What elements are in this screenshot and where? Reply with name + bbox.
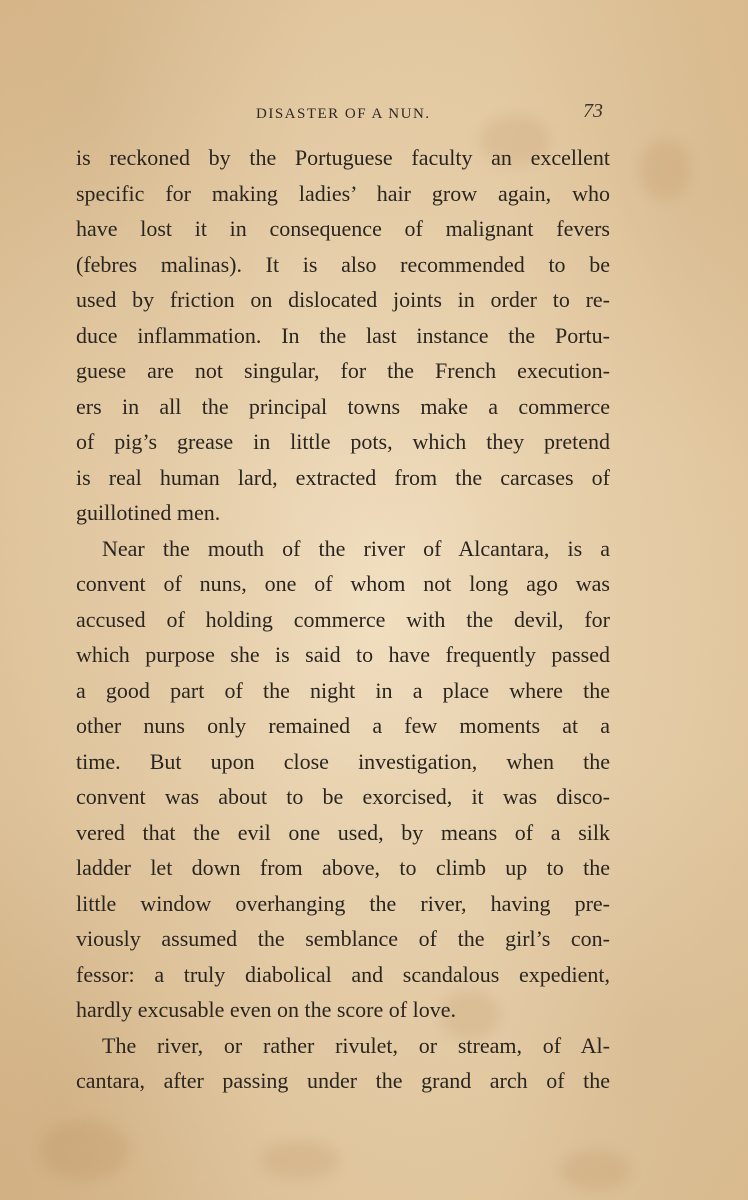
text-line: specific for making ladies’ hair grow again, who xyxy=(76,180,610,206)
text-line: ers in all the principal towns make a commerce xyxy=(76,393,610,419)
running-head-title: DISASTER OF A NUN. xyxy=(256,106,431,122)
text-line: other nuns only remained a few moments at a xyxy=(76,713,610,738)
text-line: guese are not singular, for the French execution- xyxy=(76,358,610,383)
paper-stain xyxy=(560,1150,630,1190)
text-line: is reckoned by the Portuguese faculty an excellent xyxy=(76,145,610,170)
running-head xyxy=(0,100,748,130)
paragraph-start-line: The river, or rather rivulet, or stream, of Al- xyxy=(102,1032,610,1058)
paragraph-end-line: hardly excusable even on the score of love. xyxy=(76,997,456,1022)
text-line: fessor: a truly diabolical and scandalous expedient, xyxy=(76,961,610,987)
text-line: is real human lard, extracted from the carcases of xyxy=(76,464,610,490)
text-line: have lost it in consequence of malignant fevers xyxy=(76,216,610,241)
text-line: a good part of the night in a place where the xyxy=(76,677,610,703)
page-number: 73 xyxy=(583,100,603,122)
text-line: ladder let down from above, to climb up to the xyxy=(76,855,610,880)
paper-stain xyxy=(260,1140,340,1180)
body-text xyxy=(76,140,610,1099)
paragraph-start-line: Near the mouth of the river of Alcantara, is a xyxy=(102,535,610,561)
text-line: duce inflammation. In the last instance the Portu- xyxy=(76,322,610,348)
text-line: vered that the evil one used, by means of a silk xyxy=(76,819,610,845)
paragraph-end-line: guillotined men. xyxy=(76,500,221,525)
text-line: viously assumed the semblance of the girl’s con- xyxy=(76,926,610,951)
text-line: which purpose she is said to have frequently passed xyxy=(76,642,610,667)
text-line: (febres malinas). It is also recommended to be xyxy=(76,251,610,277)
text-line: used by friction on dislocated joints in order to re- xyxy=(76,287,610,312)
text-line: little window overhanging the river, having pre- xyxy=(76,890,610,916)
text-line: convent was about to be exorcised, it was disco- xyxy=(76,784,610,809)
paper-stain xyxy=(40,1120,130,1180)
text-line: convent of nuns, one of whom not long ago was xyxy=(76,571,610,596)
text-line: of pig’s grease in little pots, which they pretend xyxy=(76,429,610,454)
text-line: time. But upon close investigation, when the xyxy=(76,748,610,774)
paper-stain xyxy=(640,140,690,200)
text-line: accused of holding commerce with the devil, for xyxy=(76,606,610,632)
text-line: cantara, after passing under the grand arch of the xyxy=(76,1068,610,1093)
